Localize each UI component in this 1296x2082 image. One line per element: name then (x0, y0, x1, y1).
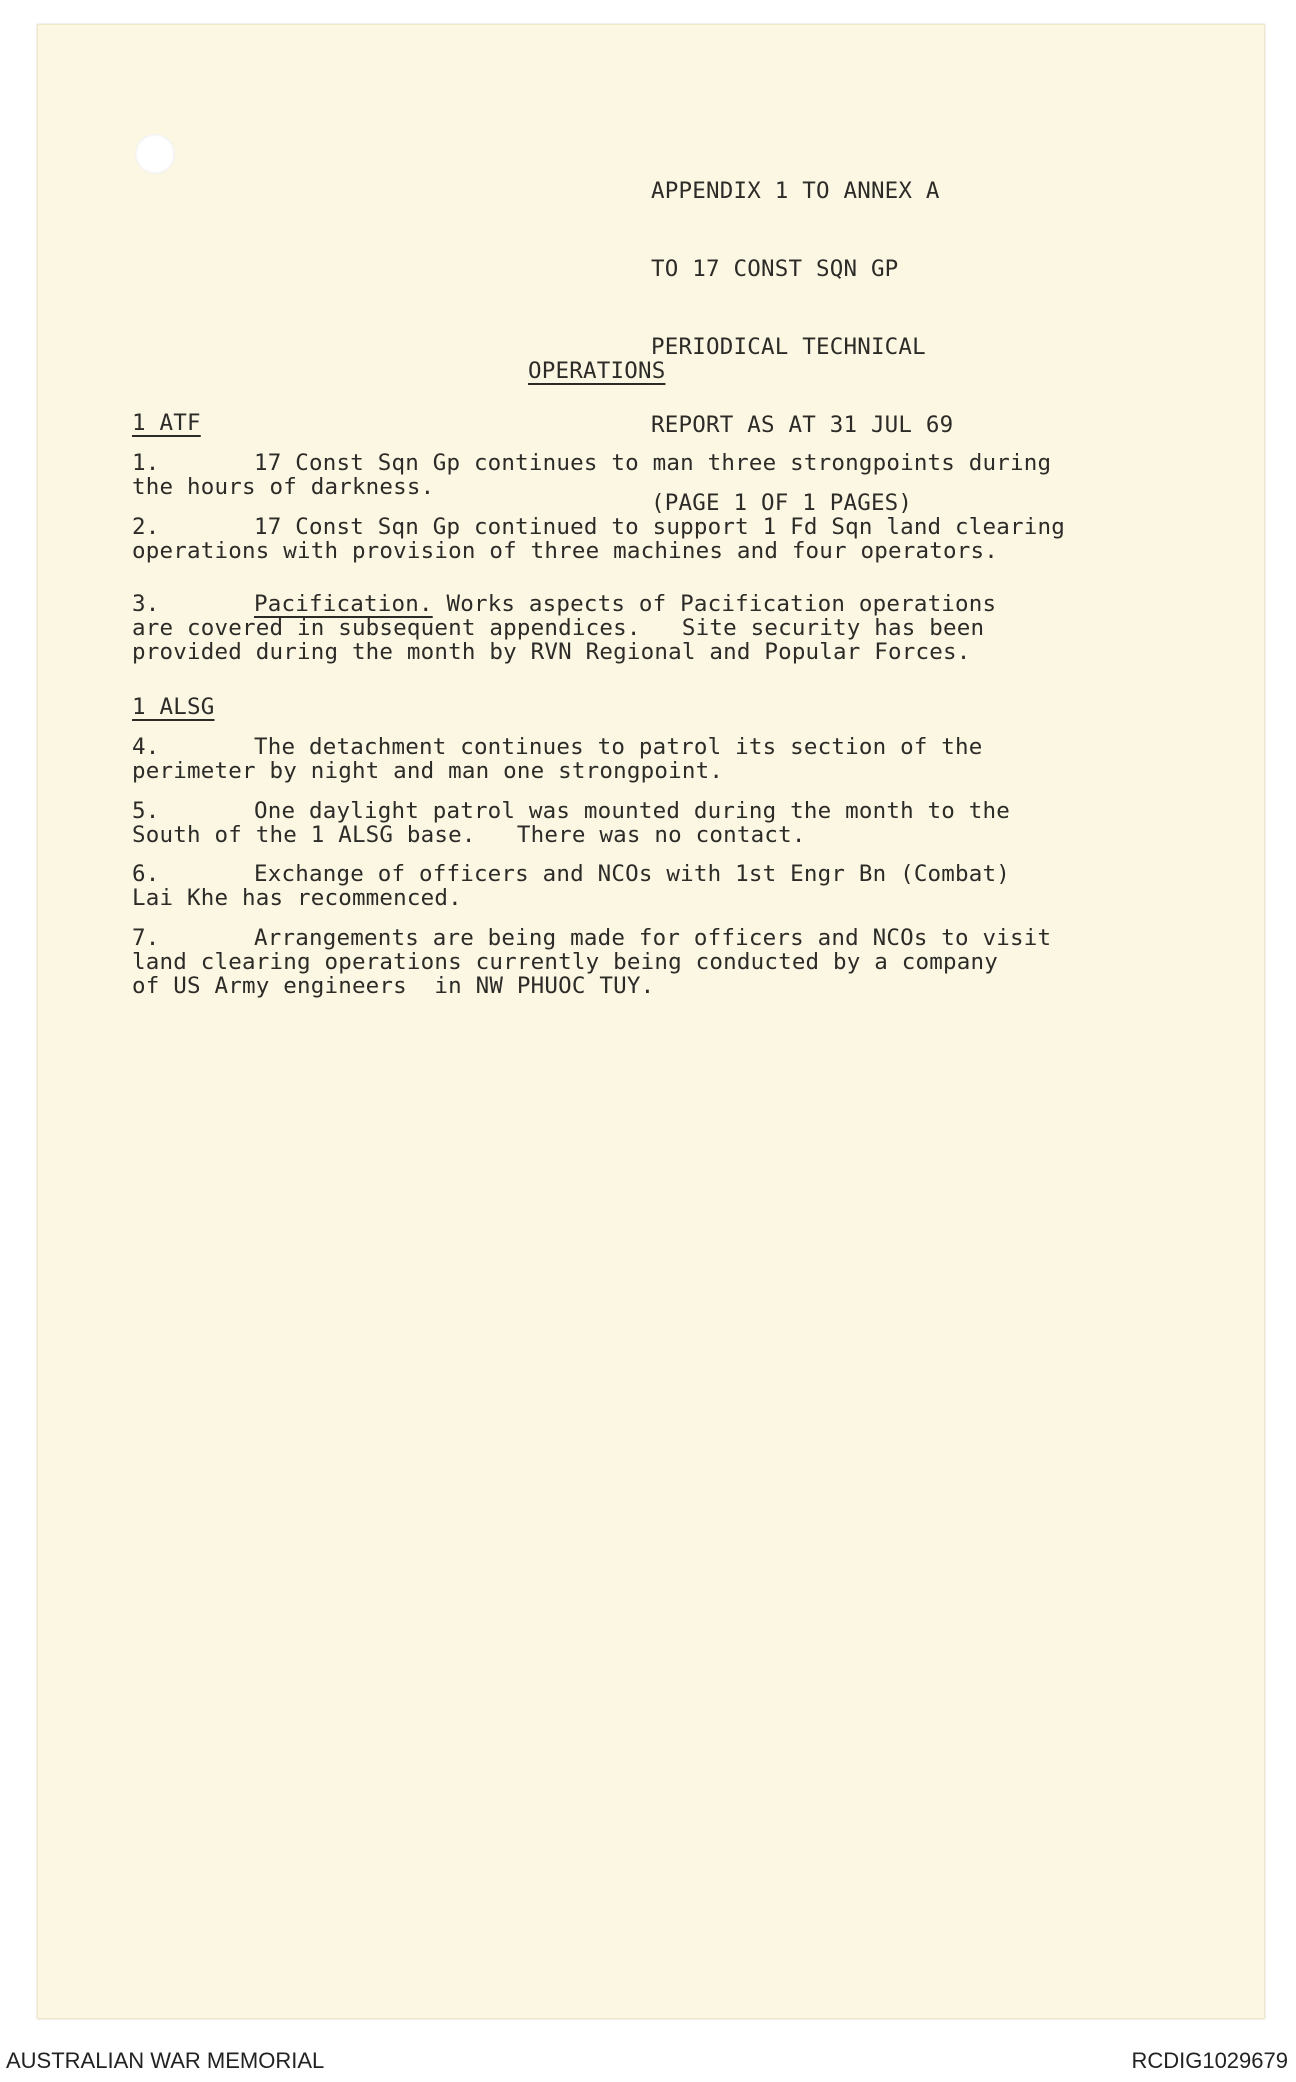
footer-institution: AUSTRALIAN WAR MEMORIAL (6, 2048, 325, 2073)
paragraph-line: land clearing operations currently being conducted by a company (132, 949, 999, 975)
paragraph-number: 5. (132, 798, 160, 824)
section-heading-1-alsg: 1 ALSG (132, 694, 215, 720)
pacification-heading: Pacification. (254, 591, 433, 617)
paragraph-2 (132, 515, 1212, 563)
paragraph-line: the hours of darkness. (132, 474, 435, 500)
paragraph-line: are covered in subsequent appendices. Site security has been (132, 615, 985, 641)
paragraph-number: 2. (132, 514, 160, 540)
appendix-header-line: (PAGE 1 OF 1 PAGES) (651, 490, 913, 516)
paragraph-line: South of the 1 ALSG base. There was no contact. (132, 822, 806, 848)
appendix-header (651, 126, 953, 568)
paragraph-line: of US Army engineers in NW PHUOC TUY. (132, 973, 655, 999)
paragraph-line: One daylight patrol was mounted during the month to the (254, 798, 1011, 824)
paragraph-line: 17 Const Sqn Gp continued to support 1 Fd Sqn land clearing (254, 514, 1066, 540)
paragraph-number: 3. (132, 591, 160, 617)
paragraph-line: The detachment continues to patrol its section of the (254, 734, 983, 760)
paragraph-line: Exchange of officers and NCOs with 1st Engr Bn (Combat) (254, 861, 1011, 887)
paragraph-number: 4. (132, 734, 160, 760)
paragraph-line: Arrangements are being made for officers and NCOs to visit (254, 925, 1052, 951)
paragraph-line: provided during the month by RVN Regional and Popular Forces. (132, 639, 971, 665)
paragraph-number: 1. (132, 450, 160, 476)
paragraph-line: operations with provision of three machines and four operators. (132, 538, 999, 564)
paragraph-7 (132, 926, 1212, 998)
paragraph-6 (132, 862, 1212, 910)
appendix-header-line: TO 17 CONST SQN GP (651, 256, 899, 282)
paragraph-3 (132, 592, 1212, 664)
paragraph-line: Lai Khe has recommenced. (132, 885, 462, 911)
appendix-header-line: APPENDIX 1 TO ANNEX A (651, 178, 940, 204)
paragraph-line: Works aspects of Pacification operations (432, 591, 997, 617)
paragraph-line: 17 Const Sqn Gp continues to man three strongpoints during (254, 450, 1052, 476)
page-title: OPERATIONS (528, 358, 666, 384)
footer-record-id: RCDIG1029679 (1131, 2048, 1288, 2073)
paragraph-1 (132, 451, 1212, 499)
paragraph-4 (132, 735, 1212, 783)
paragraph-5 (132, 799, 1212, 847)
section-heading-1-atf: 1 ATF (132, 410, 201, 436)
paragraph-line: perimeter by night and man one strongpoint. (132, 758, 724, 784)
paragraph-number: 7. (132, 925, 160, 951)
punch-hole (135, 134, 175, 174)
appendix-header-line: PERIODICAL TECHNICAL (651, 334, 926, 360)
paragraph-number: 6. (132, 861, 160, 887)
appendix-header-line: REPORT AS AT 31 JUL 69 (651, 412, 954, 438)
